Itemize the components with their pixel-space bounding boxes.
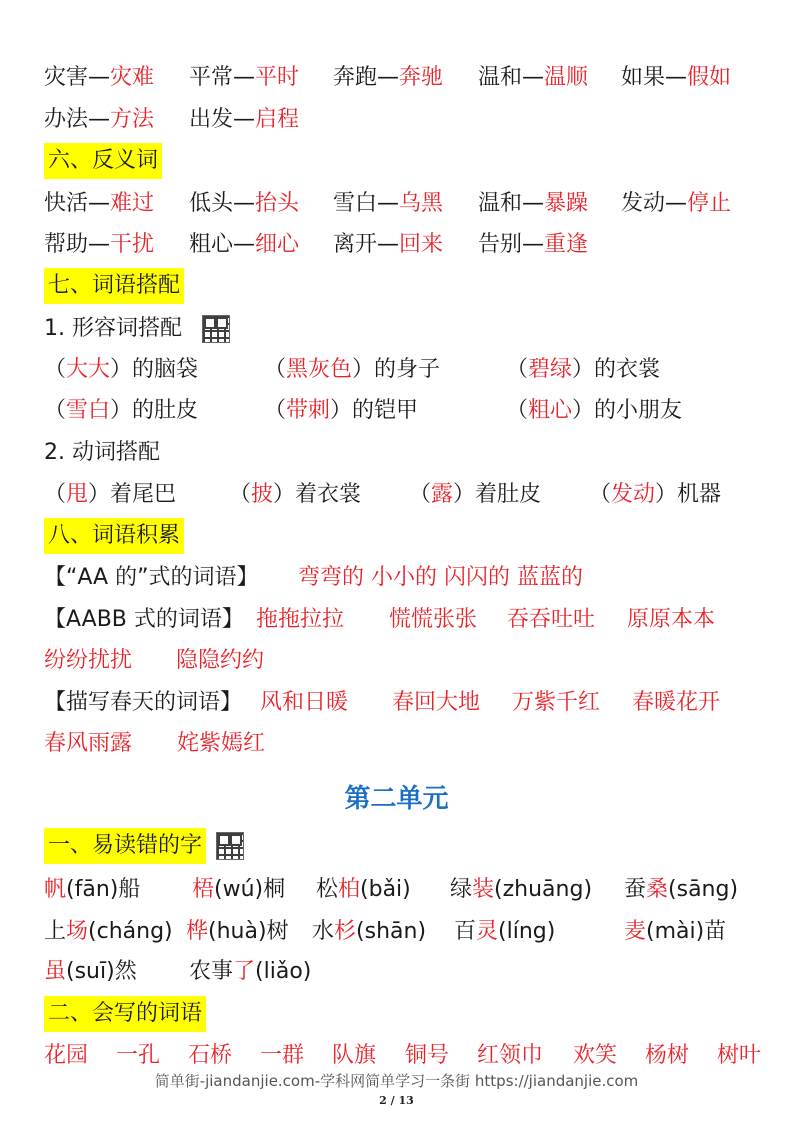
section-heading-writing: 二、会写的词语 (44, 996, 206, 1032)
verb-object: 着衣裳 (295, 482, 362, 507)
adj-answer: 黑灰色 (286, 357, 353, 382)
misread-item: 梧(wú)桐 (192, 877, 286, 902)
synonym-answer: 奔驰 (399, 65, 444, 90)
verb-answer: 甩 (66, 482, 89, 507)
synonym-answer: 平时 (255, 65, 300, 90)
page-number: 2 / 13 (379, 1094, 414, 1107)
adj-noun: 的小朋友 (594, 398, 683, 423)
verb-object: 着肚皮 (475, 482, 542, 507)
spring-word: 春风雨露 (44, 731, 133, 756)
antonym-answer: 重逢 (544, 232, 589, 257)
aa-words: 弯弯的 小小的 闪闪的 蓝蓝的 (298, 565, 583, 590)
verb-answer: 露 (431, 482, 454, 507)
section-heading-accumulation: 八、词语积累 (44, 518, 184, 554)
synonym-word: 平常— (189, 65, 256, 90)
synonym-word: 奔跑— (333, 65, 400, 90)
adj-noun: 的脑袋 (132, 357, 199, 382)
misread-item: 桦(huà)树 (186, 919, 289, 944)
misread-item: 百灵(líng) (454, 919, 556, 944)
antonym-answer: 干扰 (110, 232, 155, 257)
adj-noun: 的身子 (374, 357, 441, 382)
adj-answer: 带刺 (286, 398, 331, 423)
adj-noun: 的铠甲 (352, 398, 419, 423)
misread-item: 帆(fān)船 (44, 877, 141, 902)
synonym-word: 如果— (621, 65, 688, 90)
spring-word: 春暖花开 (632, 690, 721, 715)
synonym-answer: 灾难 (110, 65, 155, 90)
spring-word: 春回大地 (392, 690, 481, 715)
writing-word: 红领巾 (477, 1043, 544, 1068)
synonym-answer: 启程 (255, 107, 300, 132)
writing-word: 一孔 (116, 1043, 161, 1068)
writing-word: 欢笑 (573, 1043, 618, 1068)
antonym-word: 离开— (333, 232, 400, 257)
writing-word: 花园 (44, 1043, 89, 1068)
synonym-word: 出发— (189, 107, 256, 132)
spring-label: 【描写春天的词语】 (44, 690, 243, 715)
verb-answer: 披 (251, 482, 274, 507)
synonym-answer: 方法 (110, 107, 155, 132)
qr-code-icon (216, 832, 244, 860)
antonym-answer: 乌黑 (399, 191, 444, 216)
qr-code-icon (202, 315, 230, 343)
synonym-word: 灾害— (44, 65, 111, 90)
synonym-answer: 温顺 (544, 65, 589, 90)
footer-watermark: 简单街-jiandanjie.com-学科网简单学习一条街 https://jiandanjie.com (154, 1072, 639, 1090)
antonym-word: 告别— (478, 232, 545, 257)
antonym-word: 快活— (44, 191, 111, 216)
adj-answer: 粗心 (528, 398, 573, 423)
antonym-answer: 回来 (399, 232, 444, 257)
antonym-answer: 抬头 (255, 191, 300, 216)
adj-noun: 的肚皮 (132, 398, 199, 423)
section-heading-antonyms: 六、反义词 (44, 143, 162, 179)
aabb-word: 原原本本 (627, 607, 716, 632)
section-heading-misread: 一、易读错的字 (44, 828, 206, 864)
writing-word: 铜号 (405, 1043, 450, 1068)
writing-word: 杨树 (645, 1043, 690, 1068)
spring-word: 万紫千红 (512, 690, 601, 715)
antonym-word: 粗心— (189, 232, 256, 257)
writing-word: 树叶 (717, 1043, 762, 1068)
aabb-label: 【AABB 式的词语】 (44, 607, 244, 632)
antonym-answer: 细心 (255, 232, 300, 257)
aabb-word: 纷纷扰扰 (44, 648, 133, 673)
misread-item: 麦(mài)苗 (624, 919, 727, 944)
spring-word: 姹紫嫣红 (177, 731, 266, 756)
synonym-answer: 假如 (687, 65, 732, 90)
misread-item: 农事了(liǎo) (189, 959, 312, 984)
writing-word: 石桥 (188, 1043, 233, 1068)
antonym-word: 发动— (621, 191, 688, 216)
document-page: 灾害—灾难 平常—平时 奔跑—奔驰 温和—温顺 如果—假如 办法—方法 出发—启程 六、反义词 快活—难过 低头—抬头 雪白—乌黑 温和—暴躁 发动—停止 帮助—干扰 粗心—细心 离开—回来 告别—重逢 七、词语搭配 1. 形容词搭配 （大大）的脑袋 （黑灰色）的身子 （碧绿）的衣裳 （雪白）的肚皮 （带刺）的铠甲 （粗心）的小朋友 2. 动词搭配 （甩）着尾巴 （披）着衣裳 （露）着肚皮 （发动）机器 八、词语积累 【“AA 的”式的词语】 弯弯的 小小的 闪闪的 蓝蓝的 【AABB 式的词语】 拖拖拉拉 慌慌张张 吞吞吐吐 原原本本 纷纷扰扰 隐隐约约 【描写春天的词语】 风和日暖 春回大地 万紫千红 春暖花开 春风雨露 姹紫嫣红 第二单元 一、易读错的字 帆(fān)船 梧(wú)桐 松柏(bǎi) 绿装(zhuāng) 蚕桑(sāng) 上场(cháng) 桦(huà)树 水杉(shān) 百灵(líng) 麦(mài)苗 虽(suī)然 农事了(liǎo) 二、会写的词语 花园 一孔 石桥 一群 队旗 铜号 红领巾 欢笑 杨树 树叶 简单街-jiandanjie.com-学科网简单学习一条街 https://jiandanjie.com 2 / 13 (0, 0, 793, 1122)
section-heading-collocation: 七、词语搭配 (44, 268, 184, 304)
antonym-word: 温和— (478, 191, 545, 216)
verb-object: 着尾巴 (110, 482, 177, 507)
antonym-answer: 难过 (110, 191, 155, 216)
antonym-answer: 暴躁 (544, 191, 589, 216)
adj-answer: 碧绿 (528, 357, 573, 382)
adj-collocation-title: 1. 形容词搭配 (44, 316, 182, 341)
adj-answer: 大大 (66, 357, 111, 382)
aabb-word: 慌慌张张 (389, 607, 478, 632)
misread-item: 虽(suī)然 (44, 959, 137, 984)
synonym-word: 办法— (44, 107, 111, 132)
misread-item: 绿装(zhuāng) (450, 877, 593, 902)
spring-word: 风和日暖 (260, 690, 349, 715)
misread-item: 上场(cháng) (44, 919, 173, 944)
verb-object: 机器 (677, 482, 722, 507)
antonym-word: 雪白— (333, 191, 400, 216)
aabb-word: 拖拖拉拉 (256, 607, 345, 632)
aabb-word: 隐隐约约 (176, 648, 265, 673)
misread-item: 松柏(bǎi) (316, 877, 411, 902)
aa-label: 【“AA 的”式的词语】 (44, 565, 259, 590)
antonym-word: 帮助— (44, 232, 111, 257)
writing-word: 一群 (260, 1043, 305, 1068)
misread-item: 水杉(shān) (312, 919, 427, 944)
verb-collocation-title: 2. 动词搭配 (44, 440, 160, 465)
unit-title: 第二单元 (344, 784, 449, 814)
antonym-answer: 停止 (687, 191, 732, 216)
misread-item: 蚕桑(sāng) (624, 877, 739, 902)
adj-noun: 的衣裳 (594, 357, 661, 382)
synonym-word: 温和— (478, 65, 545, 90)
writing-word: 队旗 (332, 1043, 377, 1068)
antonym-word: 低头— (189, 191, 256, 216)
aabb-word: 吞吞吐吐 (507, 607, 596, 632)
adj-answer: 雪白 (66, 398, 111, 423)
verb-answer: 发动 (611, 482, 656, 507)
